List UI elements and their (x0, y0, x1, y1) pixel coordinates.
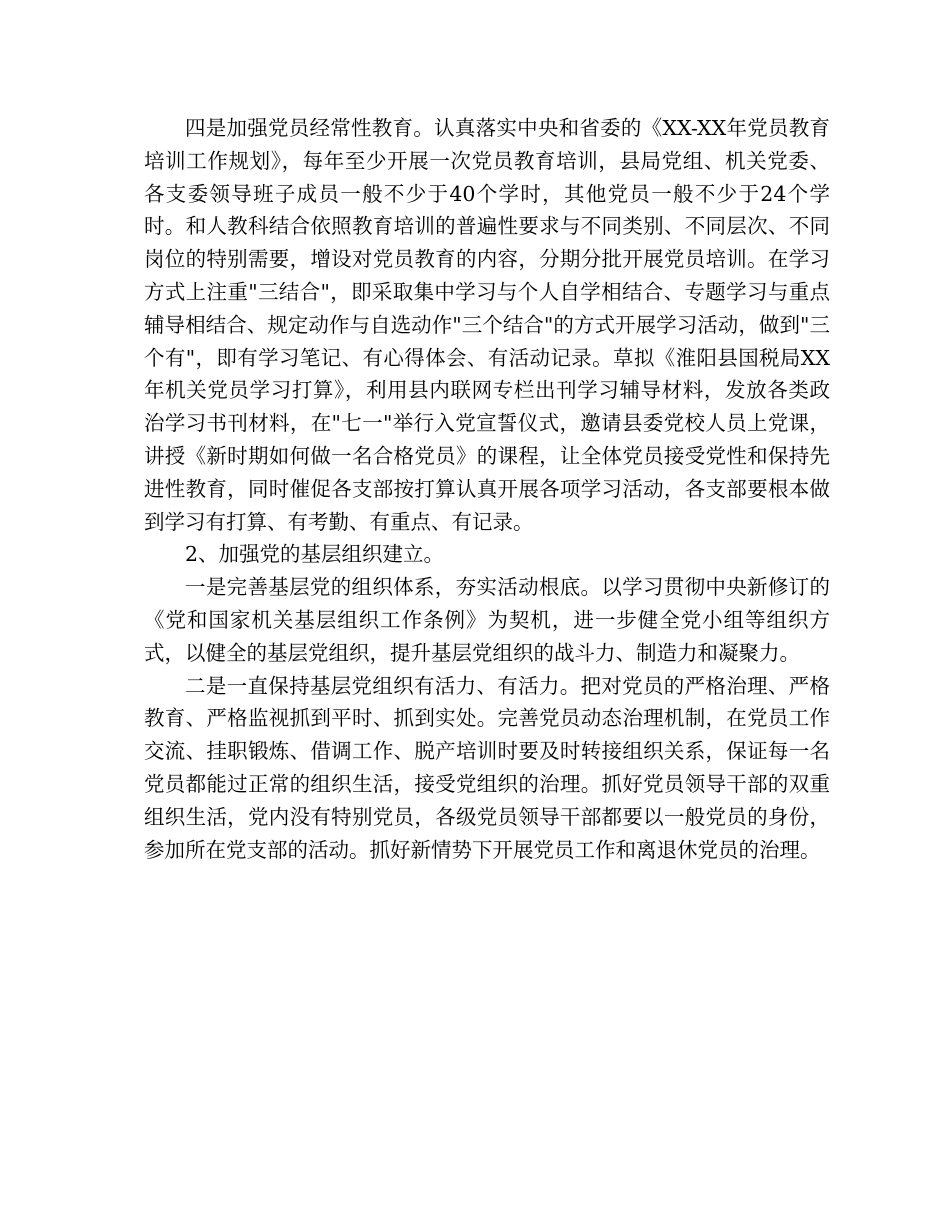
paragraph-organization-vitality: 二是一直保持基层党组织有活力、有活力。把对党员的严格治理、严格教育、严格监视抓到平时、抓到实处。完善党员动态治理机制，在党员工作交流、挂职锻炼、借调工作、脱产培训时要及时转接组织关系，保证每一名党员都能过正常的组织生活，接受党组织的治理。抓好党员领导干部的双重组织生活，党内没有特别党员，各级党员领导干部都要以一般党员的身份，参加所在党支部的活动。抓好新情势下开展党员工作和离退休党员的治理。 (144, 673, 830, 862)
paragraph-organization-system: 一是完善基层党的组织体系，夯实活动根底。以学习贯彻中央新修订的《党和国家机关基层组织工作条例》为契机，进一步健全党小组等组织方式，以健全的基层党组织，提升基层党组织的战斗力、制造力和凝聚力。 (144, 575, 830, 665)
paragraph-party-member-education: 四是加强党员经常性教育。认真落实中央和省委的《XX-XX年党员教育培训工作规划》，每年至少开展一次党员教育培训，县局党组、机关党委、各支委领导班子成员一般不少于40个学时，其他党员一般不少于24个学时。和人教科结合依照教育培训的普遍性要求与不同类别、不同层次、不同岗位的特别需要，增设对党员教育的内容，分期分批开展党员培训。在学习方式上注重"三结合"，即采取集中学习与个人自学相结合、专题学习与重点辅导相结合、规定动作与自选动作"三个结合"的方式开展学习活动，做到"三个有"，即有学习笔记、有心得体会、有活动记录。草拟《淮阳县国税局XX年机关党员学习打算》，利用县内联网专栏出刊学习辅导材料，发放各类政治学习书刊材料，在"七一"举行入党宣誓仪式，邀请县委党校人员上党课，讲授《新时期如何做一名合格党员》的课程，让全体党员接受党性和保持先进性教育，同时催促各支部按打算认真开展各项学习活动，各支部要根本做到学习有打算、有考勤、有重点、有记录。 (144, 116, 830, 534)
section-heading-grassroots-organization: 2、加强党的基层组织建立。 (185, 542, 445, 567)
document-body (144, 112, 830, 866)
